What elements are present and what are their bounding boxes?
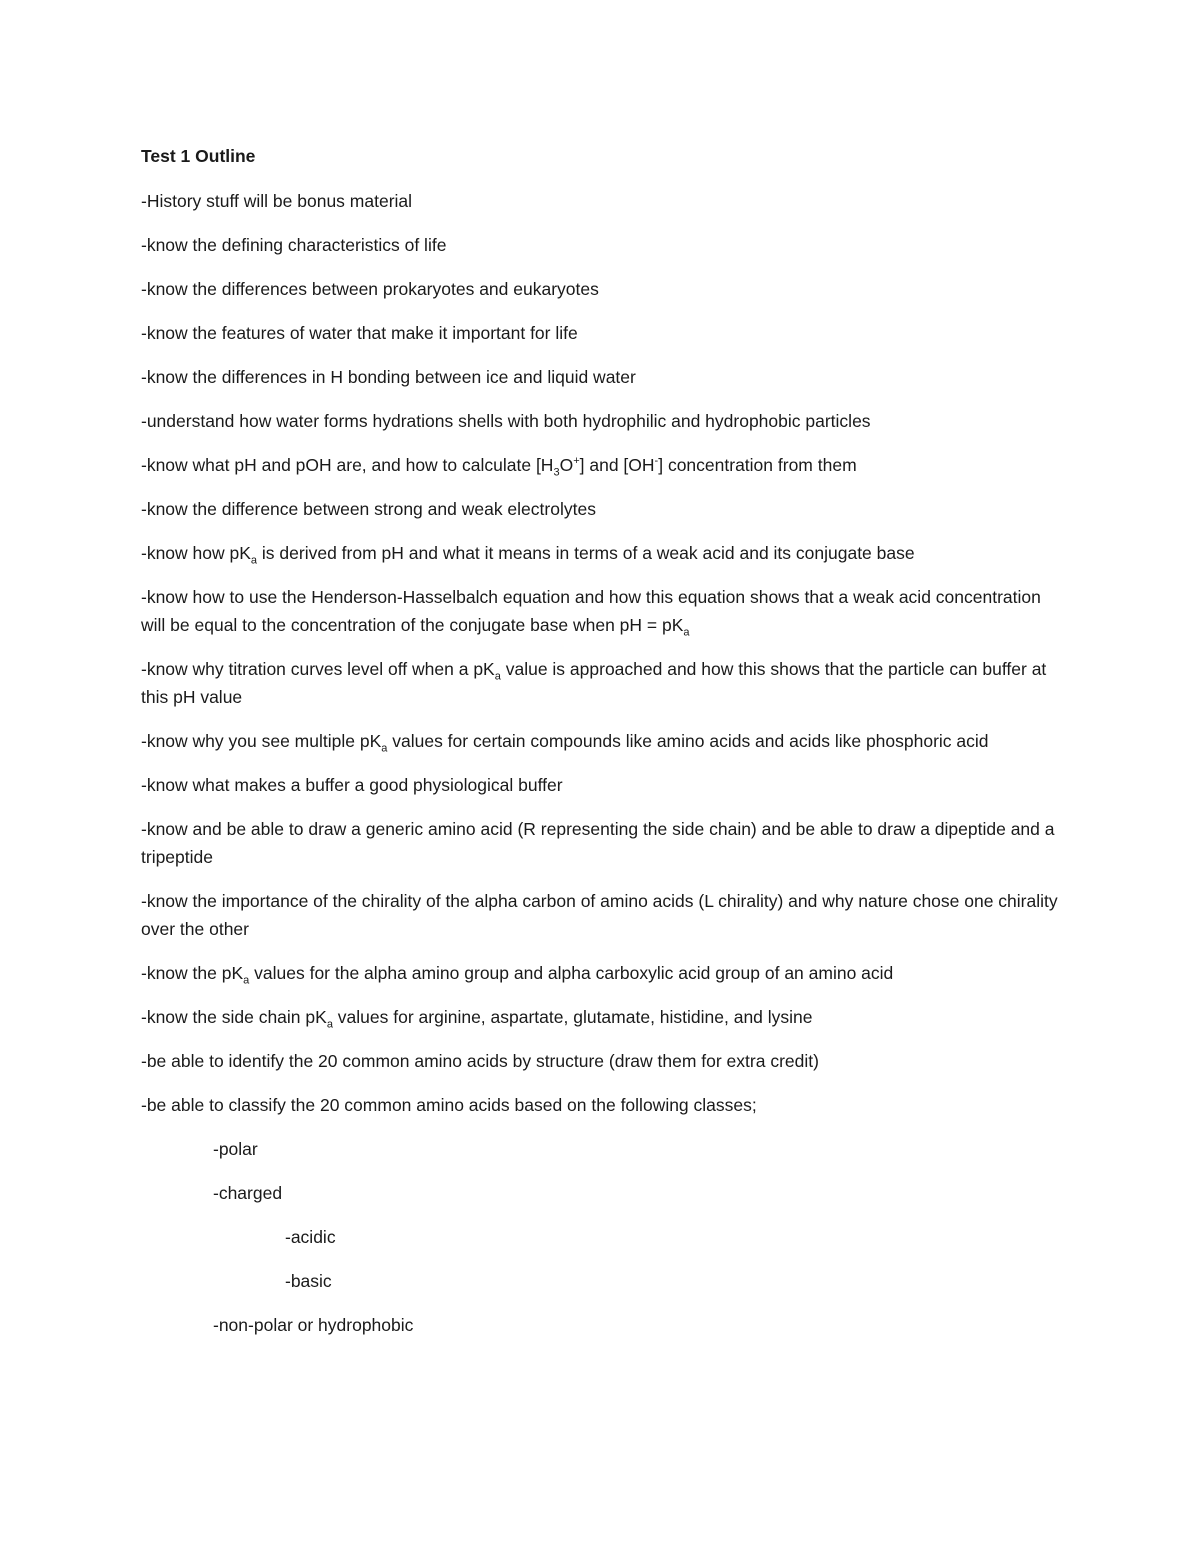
outline-item <box>141 231 1061 259</box>
outline-item <box>141 887 1061 943</box>
outline-item-text: -non-polar or hydrophobic <box>213 1315 414 1335</box>
outline-item-text: -know how pK <box>141 543 251 563</box>
subscript-text: a <box>250 554 258 567</box>
subscript-text: a <box>243 974 250 987</box>
outline-item-text: values for certain compounds like amino acids and acids like phosphoric acid <box>387 731 989 751</box>
outline-list <box>141 187 1061 1339</box>
outline-item <box>141 959 1061 987</box>
outline-item-text: -know why titration curves level off when a pK <box>141 659 495 679</box>
outline-item <box>141 451 1061 479</box>
outline-item-text: -know what makes a buffer a good physiological buffer <box>141 775 563 795</box>
outline-item-text: values for arginine, aspartate, glutamate, histidine, and lysine <box>332 1007 813 1027</box>
outline-item <box>141 319 1061 347</box>
outline-item <box>141 771 1061 799</box>
outline-item-text: -acidic <box>285 1227 336 1247</box>
outline-item-text: value is approached and how this shows that the particle can buffer at this pH value <box>141 659 1047 707</box>
outline-item <box>141 655 1061 711</box>
outline-item-text: -be able to classify the 20 common amino acids based on the following classes; <box>141 1095 757 1115</box>
outline-item <box>285 1267 1061 1295</box>
outline-item <box>141 275 1061 303</box>
outline-item-text: values for the alpha amino group and alpha carboxylic acid group of an amino acid <box>249 963 894 983</box>
outline-item-text: -basic <box>285 1271 332 1291</box>
outline-item-text: -know the features of water that make it important for life <box>141 323 578 343</box>
outline-item <box>141 1047 1061 1075</box>
outline-item-text: ] concentration from them <box>658 455 857 475</box>
outline-item <box>141 363 1061 391</box>
outline-item-text: -be able to identify the 20 common amino acids by structure (draw them for extra credit) <box>141 1051 819 1071</box>
outline-item <box>141 815 1061 871</box>
outline-item-text: -know the differences in H bonding between ice and liquid water <box>141 367 636 387</box>
outline-item-text: -know the pK <box>141 963 244 983</box>
outline-item-text: -History stuff will be bonus material <box>141 191 413 211</box>
subscript-text: a <box>683 626 690 639</box>
outline-item-text: -know the defining characteristics of life <box>141 235 447 255</box>
subscript-text: a <box>494 670 501 683</box>
outline-item-text: -know what pH and pOH are, and how to calculate [H <box>141 455 554 475</box>
outline-item-text: -know the importance of the chirality of the alpha carbon of amino acids (L chirality) and why nature chose one chirality over the other <box>141 891 1058 939</box>
outline-item <box>213 1179 1061 1207</box>
outline-item-text: -know the differences between prokaryotes and eukaryotes <box>141 279 599 299</box>
outline-item <box>141 583 1061 639</box>
outline-content <box>141 143 1061 1355</box>
outline-item <box>141 1091 1061 1119</box>
outline-item-text: -know the difference between strong and weak electrolytes <box>141 499 596 519</box>
outline-item-text: -charged <box>213 1183 283 1203</box>
superscript-text: - <box>654 455 659 468</box>
outline-item-text: -polar <box>213 1139 258 1159</box>
document-title: Test 1 Outline <box>141 146 256 166</box>
superscript-text: + <box>573 455 580 468</box>
outline-item <box>285 1223 1061 1251</box>
outline-item-text: -know the side chain pK <box>141 1007 327 1027</box>
outline-item <box>141 1003 1061 1031</box>
outline-item <box>213 1311 1061 1339</box>
outline-item-text: -know why you see multiple pK <box>141 731 382 751</box>
outline-item <box>213 1135 1061 1163</box>
outline-item-text: ] and [OH <box>579 455 655 475</box>
outline-item <box>141 727 1061 755</box>
outline-item-text: O <box>559 455 574 475</box>
subscript-text: a <box>326 1018 333 1031</box>
outline-item <box>141 539 1061 567</box>
subscript-text: a <box>381 742 388 755</box>
outline-item-text: -know and be able to draw a generic amino acid (R representing the side chain) and be able to draw a dipeptide and a tripeptide <box>141 819 1055 867</box>
outline-item <box>141 495 1061 523</box>
outline-item <box>141 407 1061 435</box>
outline-item-text: -understand how water forms hydrations shells with both hydrophilic and hydrophobic particles <box>141 411 871 431</box>
outline-item <box>141 187 1061 215</box>
outline-item-text: -know how to use the Henderson-Hasselbalch equation and how this equation shows that a weak acid concentration will be equal to the concentration of the conjugate base when pH = pK <box>141 587 1041 635</box>
subscript-text: 3 <box>553 466 560 479</box>
outline-item-text: is derived from pH and what it means in terms of a weak acid and its conjugate base <box>257 543 915 563</box>
